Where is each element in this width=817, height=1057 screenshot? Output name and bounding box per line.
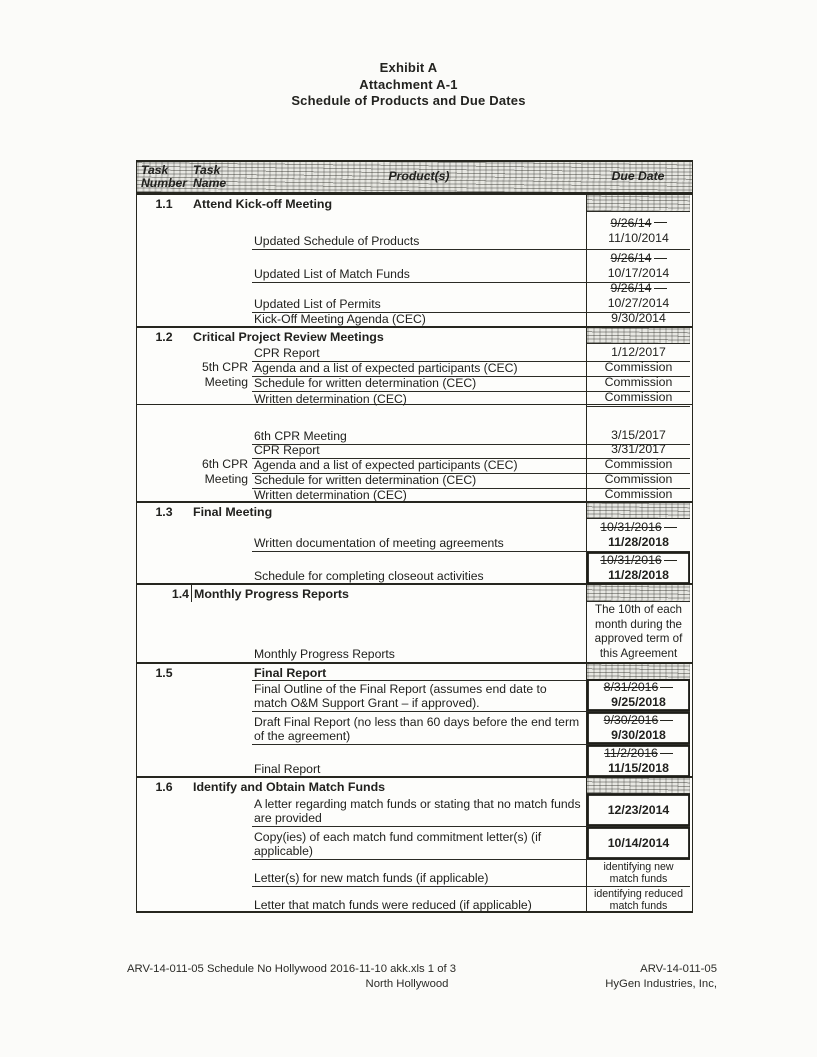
due-old-date: 10/31/2016 (600, 520, 677, 535)
due-new-date: 3/15/2017 (611, 428, 666, 442)
due-new-date: Commission (604, 457, 673, 471)
due-new-date: 10/14/2014 (607, 835, 670, 850)
title-line-3: Schedule of Products and Due Dates (291, 93, 526, 108)
due-new-date: 1/12/2017 (611, 345, 666, 359)
product-cell: Copy(ies) of each match fund commitment letter(s) (if applicable) (252, 827, 586, 860)
due-old-date: 9/30/2016 (604, 713, 674, 728)
due-old-date: 10/31/2016 (600, 553, 677, 568)
section-1-1 (137, 193, 692, 326)
title-line-1: Exhibit A (379, 60, 438, 75)
col-header-task-name: Task Name (193, 162, 227, 190)
due-date-cell (586, 679, 690, 712)
table-row (137, 552, 692, 583)
product-cell: Written determination (CEC) (254, 392, 407, 406)
section-header-row (137, 503, 692, 519)
section-name: Attend Kick-off Meeting (193, 197, 333, 211)
table-row (137, 250, 692, 280)
due-new-date: 11/28/2018 (608, 535, 669, 549)
due-date-cell (586, 860, 690, 887)
due-date-cell (586, 250, 690, 283)
section-1-4 (137, 583, 692, 662)
table-row (137, 794, 692, 827)
due-date-cell (586, 827, 690, 860)
due-old-date: 9/26/14 (610, 251, 666, 266)
product-cell: CPR Report (252, 441, 586, 459)
table-row (137, 310, 692, 326)
due-date-cell (586, 745, 690, 777)
due-date-cell (586, 503, 690, 519)
due-old-date: 9/26/14 (610, 281, 666, 296)
product-cell: Final Outline of the Final Report (assumes end date to match O&M Support Grant – if approved). (252, 679, 586, 712)
footer-project-name: North Hollywood (365, 978, 449, 990)
product-cell: Final Report (254, 762, 321, 776)
due-new-date: Commission (604, 472, 673, 486)
section-header-row (137, 328, 692, 344)
table-row (137, 602, 692, 662)
due-old-date: 8/31/2016 (604, 680, 674, 695)
section-number: 1.3 (155, 505, 173, 519)
col-header-products: Product(s) (388, 169, 450, 184)
due-date-cell (586, 778, 690, 794)
due-date-cell (586, 794, 690, 827)
due-date-cell (586, 310, 690, 327)
due-new-date: Commission (604, 360, 673, 374)
due-new-date: 10/27/2014 (607, 296, 670, 310)
due-new-date: 9/30/2014 (611, 311, 666, 325)
meeting-label-5th-cpr: 5th CPR Meeting (201, 360, 248, 389)
spacer-row (137, 404, 692, 427)
table-row (137, 519, 692, 552)
due-old-date: 11/2/2016 (604, 746, 673, 761)
due-date-cell (586, 486, 690, 503)
table-row (137, 679, 692, 712)
product-cell: Draft Final Report (no less than 60 days before the end term of the agreement) (252, 712, 586, 745)
due-date-cell (586, 887, 690, 913)
title-line-2: Attachment A-1 (359, 76, 458, 92)
table-row (137, 374, 692, 389)
product-cell: Letter that match funds were reduced (if applicable) (254, 898, 532, 912)
document-title (0, 60, 817, 110)
due-date-cell (586, 280, 690, 313)
section-1-2 (137, 326, 692, 501)
product-cell: Agenda and a list of expected participants (CEC) (252, 359, 586, 377)
section-header-row (137, 195, 692, 212)
table-row (137, 471, 692, 486)
section-1-6 (137, 776, 692, 911)
due-new-date: 9/25/2018 (611, 695, 666, 709)
product-cell: Schedule for written determination (CEC) (252, 471, 586, 489)
due-new-date: 12/23/2014 (607, 802, 670, 817)
due-new-date: Commission (604, 375, 673, 389)
section-1-5 (137, 662, 692, 776)
due-date-cell (586, 519, 690, 552)
product-cell: Written documentation of meeting agreements (252, 519, 586, 552)
due-date-cell (586, 328, 690, 344)
footer-agreement-number: ARV-14-011-05 (640, 963, 717, 975)
col-header-due-date: Due Date (611, 169, 665, 184)
product-cell: Schedule for completing closeout activities (254, 569, 484, 583)
product-cell: Updated List of Permits (252, 280, 586, 313)
section-number: 1.5 (155, 666, 173, 680)
due-new-date: identifying reduced match funds (594, 888, 683, 912)
section-number: 1.1 (155, 197, 173, 211)
section-header-row (137, 585, 692, 602)
due-new-date: 11/10/2014 (608, 230, 669, 245)
product-cell: Agenda and a list of expected participants (CEC) (252, 456, 586, 474)
table-header-row (137, 162, 692, 193)
table-row (137, 712, 692, 745)
product-cell: Monthly Progress Reports (254, 647, 395, 661)
table-row (137, 212, 692, 250)
section-header-row (137, 778, 692, 794)
section-number: 1.2 (155, 330, 173, 344)
product-cell: Kick-Off Meeting Agenda (CEC) (254, 312, 426, 326)
due-new-date: The 10th of each month during the approved term of this Agreement (594, 603, 683, 660)
due-new-date: 10/17/2014 (607, 266, 670, 280)
section-number: 1.6 (155, 780, 173, 794)
section-name: Monthly Progress Reports (191, 585, 586, 602)
product-cell: Written determination (CEC) (254, 488, 407, 502)
table-row (137, 887, 692, 911)
section-name: Identify and Obtain Match Funds (193, 780, 386, 794)
due-new-date: 3/31/2017 (611, 442, 666, 456)
product-cell: Updated Schedule of Products (252, 212, 586, 250)
footer-filename: ARV-14-011-05 Schedule No Hollywood 2016-11-10 akk.xls 1 of 3 (127, 963, 457, 975)
due-new-date: 9/30/2018 (611, 728, 666, 742)
meeting-label-6th-cpr: 6th CPR Meeting (201, 457, 248, 486)
section-name: Final Meeting (193, 505, 273, 519)
due-old-date: 9/26/14 (610, 216, 666, 231)
schedule-table (136, 160, 693, 913)
due-date-cell (586, 585, 690, 602)
table-row (137, 441, 692, 456)
product-cell: A letter regarding match funds or stating that no match funds are provided (252, 794, 586, 827)
table-row (137, 745, 692, 776)
due-date-cell (586, 195, 690, 212)
table-row (137, 827, 692, 860)
due-new-date: 11/28/2018 (608, 568, 669, 582)
due-new-date: Commission (604, 487, 673, 501)
table-row (137, 486, 692, 501)
section-name: Critical Project Review Meetings (193, 330, 384, 344)
product-cell: CPR Report (252, 344, 586, 362)
due-date-cell (586, 552, 690, 584)
product-cell: 6th CPR Meeting (252, 427, 586, 445)
section-header-row (137, 664, 692, 679)
due-date-cell (586, 712, 690, 745)
table-row (137, 860, 692, 887)
product-cell: Updated List of Match Funds (252, 250, 586, 283)
table-row (137, 389, 692, 404)
due-new-date: identifying new match funds (603, 861, 674, 885)
footer-right (517, 962, 717, 992)
due-date-cell (586, 602, 690, 662)
table-row (137, 344, 692, 359)
product-cell: Letter(s) for new match funds (if applicable) (252, 860, 586, 887)
section-number: 1.4 (171, 587, 189, 601)
footer-left (127, 962, 567, 992)
footer-company-name: HyGen Industries, Inc, (605, 978, 717, 990)
due-new-date: 11/15/2018 (608, 761, 669, 775)
product-cell: Schedule for written determination (CEC) (252, 374, 586, 392)
table-row (137, 280, 692, 310)
col-header-task-number: Task Number (141, 162, 188, 190)
section-1-3 (137, 501, 692, 583)
section-name: Final Report (252, 664, 586, 681)
table-row (137, 427, 692, 441)
due-new-date: Commission (604, 390, 673, 404)
due-date-cell (586, 212, 690, 250)
